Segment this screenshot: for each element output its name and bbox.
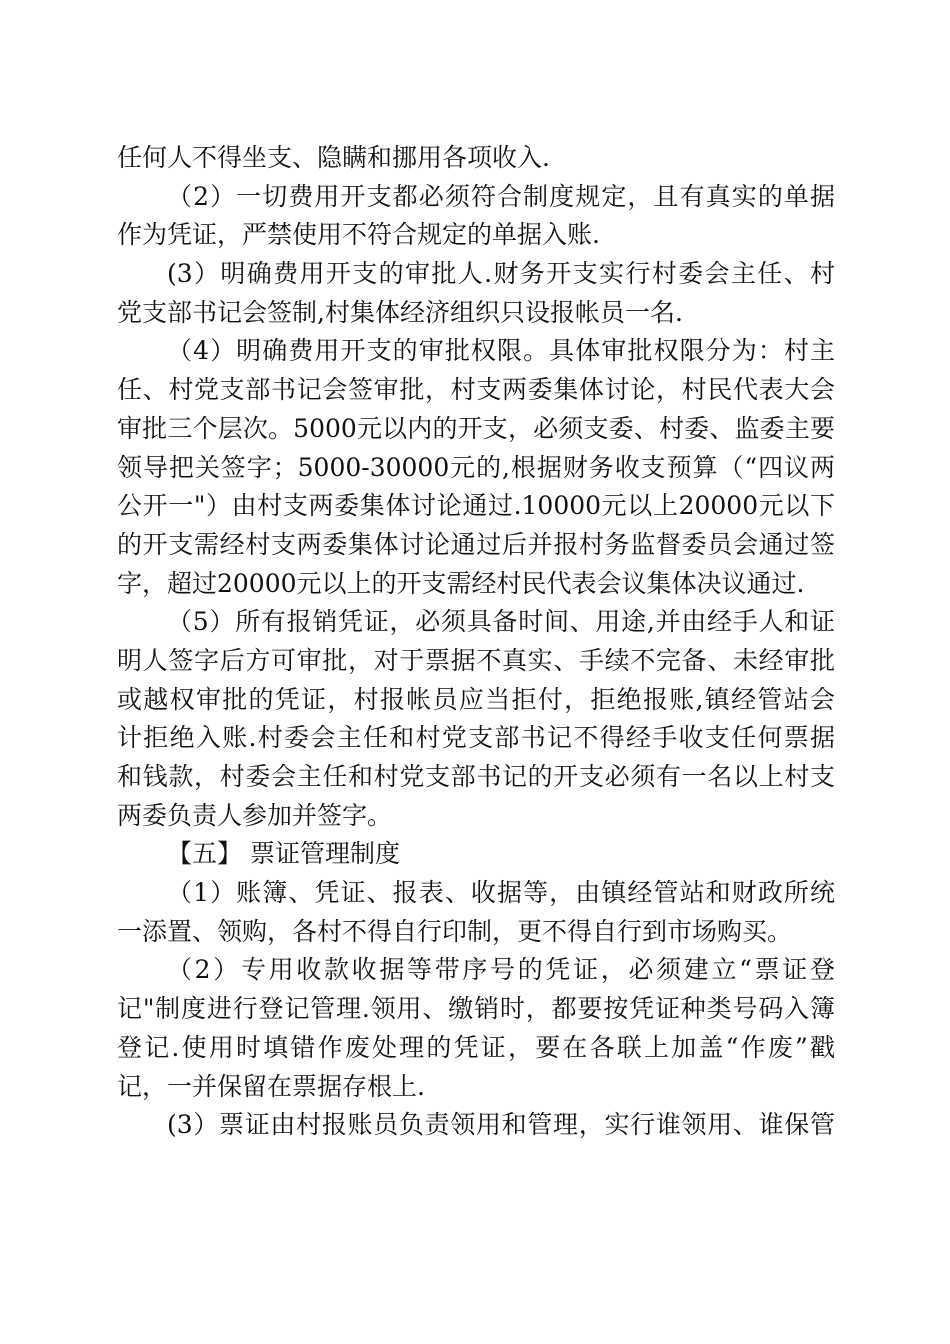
text-line-16: 计拒绝入账.村委会主任和村党支部书记不得经手收支任何票据 — [117, 723, 835, 753]
text-line-18: 两委负责人参加并签字。 — [117, 800, 393, 830]
text-line-25: 记，一并保留在票据存根上. — [117, 1071, 425, 1101]
text-line-13: （5）所有报销凭证，必须具备时间、用途,并由经手人和证 — [167, 607, 835, 637]
text-line-3: 作为凭证，严禁使用不符合规定的单据入账. — [117, 220, 600, 250]
text-line-11: 的开支需经村支两委集体讨论通过后并报村务监督委员会通过签 — [117, 529, 835, 559]
document-page — [117, 139, 835, 1145]
text-line-24: 登记.使用时填错作废处理的凭证，要在各联上加盖“作废”戳 — [117, 1032, 835, 1062]
text-line-14: 明人签字后方可审批，对于票据不真实、手续不完备、未经审批 — [117, 645, 835, 675]
text-line-15: 或越权审批的凭证，村报帐员应当拒付，拒绝报账,镇经管站会 — [117, 684, 835, 714]
text-line-7: 任、村党支部书记会签审批，村支两委集体讨论，村民代表大会 — [117, 375, 835, 405]
text-line-10: 公开一"）由村支两委集体讨论通过.10000元以上20000元以下 — [117, 491, 835, 521]
text-line-6: （4）明确费用开支的审批权限。具体审批权限分为：村主 — [167, 336, 835, 366]
text-line-20: （1）账簿、凭证、报表、收据等，由镇经管站和财政所统 — [167, 878, 835, 908]
section-heading: 【五】 票证管理制度 — [167, 839, 400, 869]
text-line-26: (3）票证由村报账员负责领用和管理，实行谁领用、谁保管 — [167, 1110, 835, 1140]
text-line-9: 领导把关签字；5000-30000元的,根据财务收支预算（“四议两 — [117, 452, 835, 482]
text-line-22: （2）专用收款收据等带序号的凭证，必须建立“票证登 — [167, 955, 835, 985]
text-line-8: 审批三个层次。5000元以内的开支，必须支委、村委、监委主要 — [117, 413, 835, 443]
text-line-17: 和钱款，村委会主任和村党支部书记的开支必须有一名以上村支 — [117, 762, 835, 791]
text-line-2: （2）一切费用开支都必须符合制度规定，且有真实的单据 — [167, 181, 835, 211]
text-line-23: 记"制度进行登记管理.领用、缴销时，都要按凭证种类号码入簿 — [117, 994, 835, 1024]
text-line-21: 一添置、领购，各村不得自行印制，更不得自行到市场购买。 — [117, 916, 793, 946]
text-line-1: 任何人不得坐支、隐瞒和挪用各项收入. — [117, 143, 550, 172]
text-line-12: 字，超过20000元以上的开支需经村民代表会议集体决议通过. — [117, 568, 805, 598]
text-line-4: (3）明确费用开支的审批人.财务开支实行村委会主任、村 — [167, 259, 835, 289]
text-line-5: 党支部书记会签制,村集体经济组织只设报帐员一名. — [117, 297, 683, 327]
